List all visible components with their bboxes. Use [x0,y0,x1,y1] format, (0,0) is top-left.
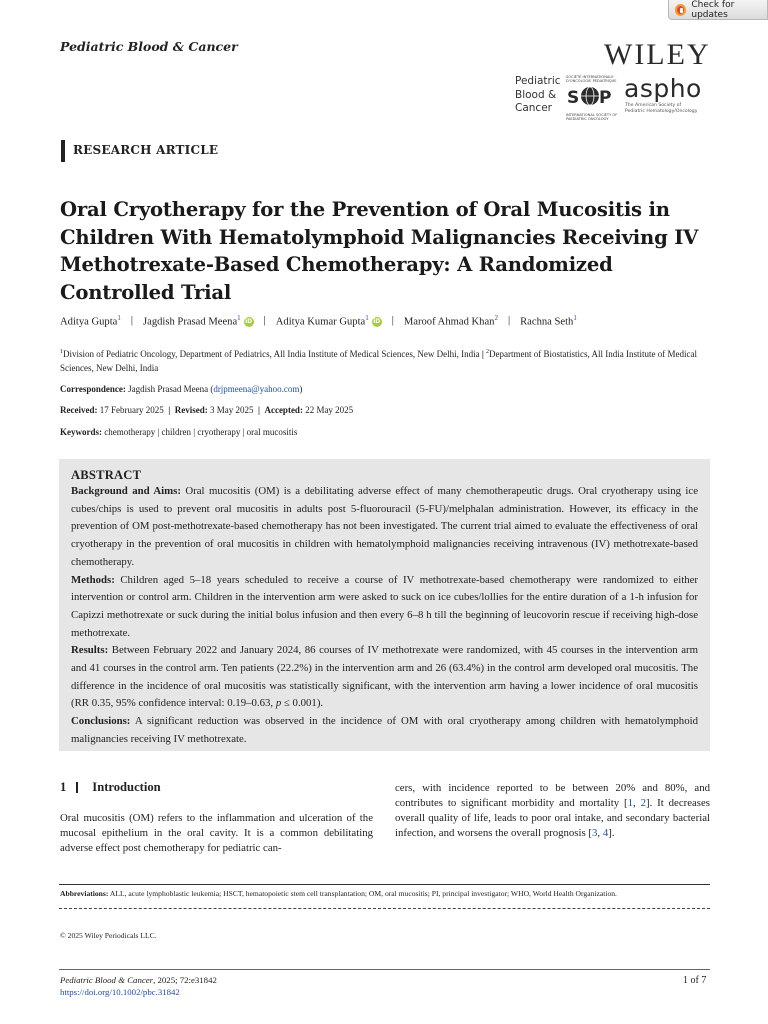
abstract-label: Conclusions: [71,715,131,728]
svg-text:P: P [599,88,612,108]
intro-text: ]. [608,827,615,839]
article-dates: Received: 17 February 2025 | Revised: 3 May 2025 | Accepted: 22 May 2025 [60,405,354,415]
intro-text: ]. It decreases overall quality of life, leads to poor oral intake, and secondary bacterial infection, and worsens the overall prognosis [ [395,797,711,839]
abbreviations [60,889,720,898]
affiliation-number: 2 [486,349,490,355]
author-affiliation[interactable]: 1 [237,314,241,322]
abstract-box [59,459,710,751]
siop-top-text: SOCIÉTÉ INTERNATIONALE D'ONCOLOGIE PÉDIATRIQUE [566,75,617,83]
footer-volume: , 2025; 72:e31842 [153,975,217,985]
correspondence: Correspondence: Jagdish Prasad Meena (drjpmeena@yahoo.com) [60,384,303,394]
copyright: © 2025 Wiley Periodicals LLC. [60,931,157,940]
footnote-rule [59,884,710,885]
correspondence-name: Jagdish Prasad Meena [128,384,209,394]
siop-bottom-text: INTERNATIONAL SOCIETY OF PAEDIATRIC ONCOLOGY [566,113,618,121]
keywords: Keywords: chemotherapy | children | cryotherapy | oral mucositis [60,427,298,437]
author[interactable] [404,314,498,328]
abstract-label: Methods: [71,573,115,586]
revised-date: 3 May 2025 [209,405,254,415]
author[interactable] [143,314,254,328]
section-heading-introduction [60,780,161,795]
author-name: Jagdish Prasad Meena [143,316,238,328]
keyword[interactable]: cryotherapy [197,427,241,437]
siop-globe-icon [566,83,620,109]
author-affiliation[interactable]: 1 [573,314,577,322]
orcid-icon[interactable]: iD [245,318,253,326]
author-separator: | [263,315,266,327]
accepted-date: 22 May 2025 [305,405,354,415]
abstract-conclusions [71,713,698,748]
check-for-updates-button[interactable] [668,0,768,20]
page-number: 1 of 7 [683,975,707,986]
abstract-methods [71,572,698,643]
pbc-logo-line: Blood & [515,88,557,101]
citation-link[interactable]: 1 [627,797,633,809]
siop-logo [566,75,620,119]
citation-link[interactable]: 3 [592,827,598,839]
abstract-heading: ABSTRACT [71,468,142,482]
crossmark-icon [675,4,686,16]
abbreviations-label: Abbreviations: [60,889,109,898]
keyword[interactable]: chemotherapy [104,427,156,437]
intro-text: cers, with incidence reported to be between 20% and 80%, and contributes to significant morbidity and mortality [ [395,782,710,809]
citation-link[interactable]: 2 [640,797,646,809]
author-list [60,314,740,328]
abstract-label: Background and Aims: [71,485,181,497]
abstract-text: A significant reduction was observed in the incidence of OM with oral cryotherapy among children with hematolymphoid malignancies receiving IV methotrexate. [71,715,699,745]
keyword[interactable]: children [161,427,192,437]
section-title: Introduction [92,780,161,794]
affiliation-2: Department of Biostatistics, All India Institute of Medical Sciences, New Delhi, India [60,349,698,373]
svg-text:S: S [567,88,580,108]
pbc-logo [515,75,561,116]
author[interactable] [520,314,577,328]
dashed-divider [59,908,710,909]
author-affiliation[interactable]: 2 [494,314,498,322]
abstract-label: Results: [71,644,109,657]
author-affiliation[interactable]: 1 [117,314,121,322]
keyword[interactable]: oral mucositis [246,427,298,437]
author-name: Rachna Seth [520,316,574,328]
affiliation-number: 1 [60,349,63,355]
footer-rule [59,969,710,970]
intro-paragraph-right: cers, with incidence reported to be between 20% and 80%, and contributes to significant morbidity and mortality [1, 2]. It decreases overall quality of life, leads to poor oral intake, and secondary bacterial infection, and worsens the overall prognosis [3, 4]. [395,782,711,839]
accepted-label: Accepted: [264,405,303,415]
check-for-updates-label: Check for updates [691,0,735,20]
orcid-icon[interactable]: iD [373,318,381,326]
article-type-label: RESEARCH ARTICLE [61,140,218,162]
abbreviations-text: ALL, acute lymphoblastic leukemia; HSCT, hematopoietic stem cell transplantation; OM, oral mucositis; PI, principal investigator; WHO, World Health Organization. [109,889,617,898]
correspondence-label: Correspondence: [60,384,126,394]
abstract-background [71,483,698,572]
pbc-logo-line: Cancer [515,102,552,114]
footer-citation [60,975,217,985]
author-name: Maroof Ahmad Khan [403,316,495,328]
aspho-sub-line: Pediatric Hematology/Oncology [625,109,698,114]
abstract-p-symbol: p [275,697,282,710]
author[interactable] [276,314,382,328]
aspho-subtitle [625,103,697,115]
author-separator: | [391,315,394,327]
keywords-label: Keywords: [60,427,102,437]
abstract-text: Children aged 5–18 years scheduled to receive a course of IV methotrexate-based chemotherapy were randomized to either intervention or control arm. Children in the intervention arm were asked to suck on ice cubes/lollies for the entire duration of a 1-h infusion for Capizzi methotrexate or suck during the initial bolus infusion and then every 6–8 h till the beginning of leucovorin rescue if receiving high-dose methotrexate. [71,573,698,639]
received-date: 17 February 2025 [99,405,164,415]
intro-paragraph-left: Oral mucositis (OM) refers to the inflammation and ulceration of the mucosal epithelium in the oral cavity. It is a common debilitating adverse effect post chemotherapy for pediatric can- [60,812,373,854]
received-label: Received: [60,405,98,415]
section-divider [76,782,78,793]
aspho-logo: aspho [624,74,702,103]
article-title: Oral Cryotherapy for the Prevention of Oral Mucositis in Children With Hematolymphoid Malignancies Receiving IV Methotrexate-Based Chemotherapy: A Randomized Controlled Trial [60,198,699,304]
affiliations: $^1$Division of Pediatric Oncology, Department of Pediatrics, All India Institute of Medical Sciences, New Delhi, India | $^2$Department of Biostatistics, All India Institute of Medical Sciences, New Delhi, India [60,349,698,373]
author-separator: | [507,315,511,327]
abstract-text: Between February 2022 and January 2024, 86 courses of IV methotrexate were randomized, with 45 courses in the intervention arm and 41 courses in the control arm. Ten patients (22.2%) in the intervention arm and 26 (63.4%) in the control arm developed oral mucositis. The difference in the incidence of oral mucositis was statistically significant, with the intervention arm having a lower incidence of oral mucositis (RR 0.35, 95% confidence interval: 0.19–0.63, [71,644,699,710]
correspondence-email-link[interactable]: drjpmeena@yahoo.com [213,384,300,394]
section-number: 1 [60,780,67,794]
abstract-text: Oral mucositis (OM) is a debilitating adverse effect of many chemotherapeutic drugs. Oral cryotherapy using ice cubes/chips is used to prevent oral mucositis in adults post 5-fluorouracil (5-FU)/melphalan administration. However, its efficacy in the prevention of OM post-methotrexate-based chemotherapy has not been investigated. The current trial aimed to evaluate the effectiveness of oral cryotherapy in the prevention of oral mucositis in children with hematolymphoid malignancies receiving intravenous (IV) methotrexate-based chemotherapy. [71,485,698,568]
abstract-text: ≤ 0.001). [281,697,324,710]
author-name: Aditya Kumar Gupta [275,316,366,328]
pbc-logo-line: Pediatric [515,75,561,87]
citation-link[interactable]: 4 [602,827,609,839]
abstract-results [71,642,698,713]
wiley-logo: WILEY [604,38,711,71]
author-affiliation[interactable]: 1 [365,314,369,322]
footer-journal: Pediatric Blood & Cancer [60,975,154,985]
revised-label: Revised: [174,405,208,415]
author[interactable] [60,314,121,328]
aspho-sub-line: The American Society of [625,103,682,108]
affiliation-1: Division of Pediatric Oncology, Department of Pediatrics, All India Institute of Medical Sciences, New Delhi, India [63,349,480,359]
doi-link[interactable]: https://doi.org/10.1002/pbc.31842 [60,987,180,997]
author-separator: | [130,315,133,327]
author-name: Aditya Gupta [60,316,118,328]
journal-header: Pediatric Blood & Cancer [60,39,238,54]
